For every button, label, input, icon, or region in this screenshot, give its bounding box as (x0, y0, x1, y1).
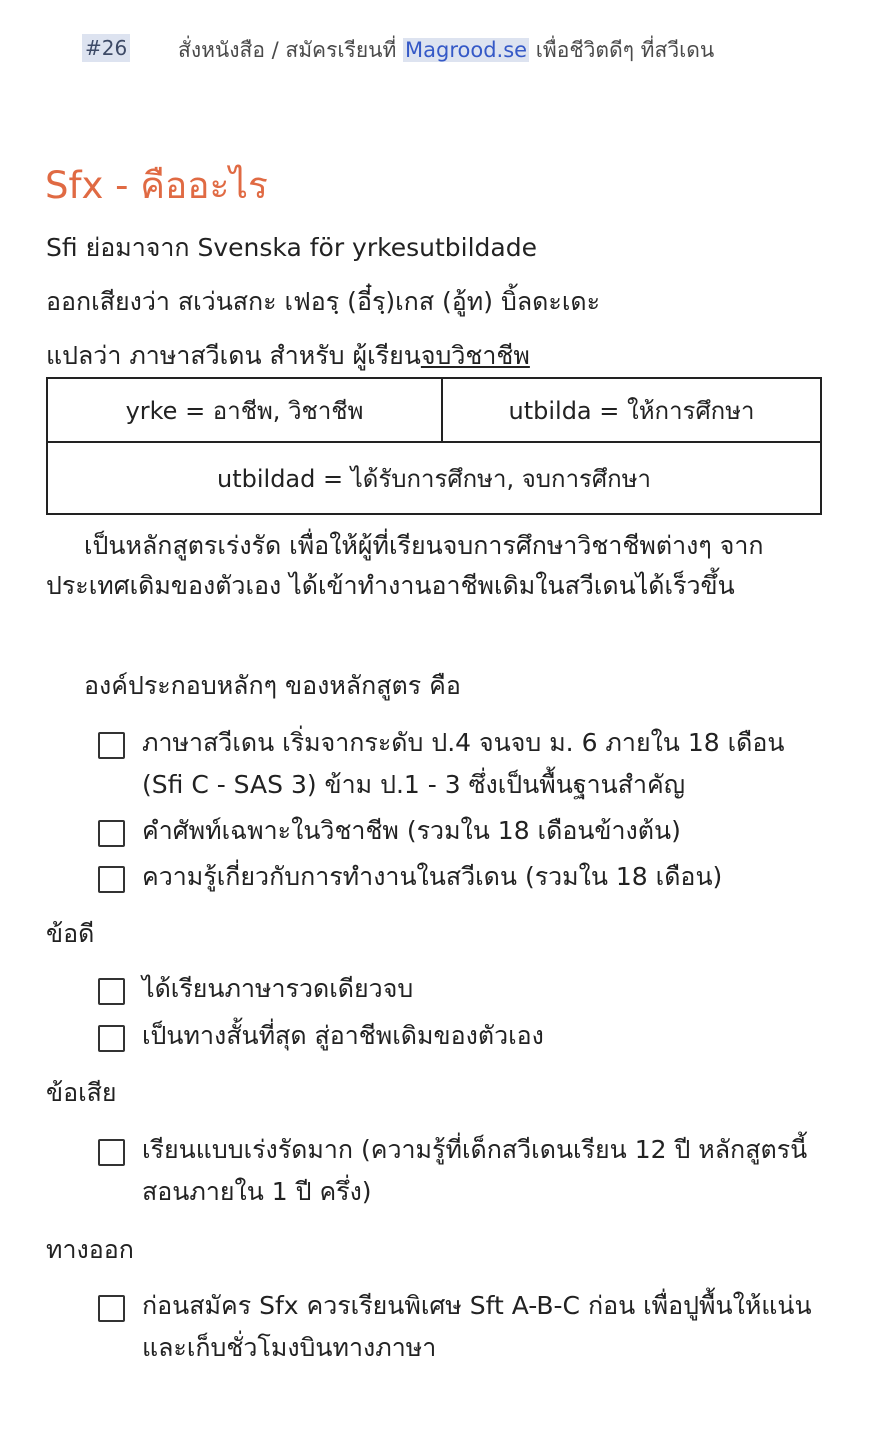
component-item-3-text: ความรู้เกี่ยวกับการทำงานในสวีเดน (รวมใน 18 เดือน) (142, 862, 723, 891)
checkbox[interactable] (98, 978, 125, 1005)
checkbox[interactable] (98, 866, 125, 893)
intro-line-3-underlined: จบวิชาชีพ (420, 341, 530, 370)
component-item-1 (98, 722, 818, 806)
page-number: #26 (82, 34, 130, 62)
intro-line-3-prefix: แปลว่า ภาษาสวีเดน สำหรับ ผู้เรียน (46, 341, 421, 370)
solution-item-1 (98, 1285, 818, 1369)
solution-item-1-text: ก่อนสมัคร Sfx ควรเรียนพิเศษ Sft A-B-C ก่อน เพื่อปูพื้นให้แน่น และเก็บชั่วโมงบินทางภาษา (142, 1291, 812, 1362)
pros-item-2-text: เป็นทางสั้นที่สุด สู่อาชีพเดิมของตัวเอง (142, 1021, 544, 1050)
pros-item-1-text: ได้เรียนภาษารวดเดียวจบ (142, 974, 414, 1003)
component-item-2 (98, 810, 818, 852)
description-paragraph: เป็นหลักสูตรเร่งรัด เพื่อให้ผู้ที่เรียนจบการศึกษาวิชาชีพต่างๆ จากประเทศเดิมของตัวเอง ได้เข้าทำงานอาชีพเดิมในสวีเดนได้เร็วขึ้น (46, 531, 764, 600)
cons-heading: ข้อเสีย (46, 1078, 117, 1107)
vocab-cell-yrke: yrke = อาชีพ, วิชาชีพ (47, 378, 442, 442)
solution-heading: ทางออก (46, 1235, 134, 1264)
checkbox[interactable] (98, 732, 125, 759)
checkbox[interactable] (98, 1295, 125, 1322)
header-text-before: สั่งหนังสือ / สมัครเรียนที่ (178, 38, 404, 62)
components-heading: องค์ประกอบหลักๆ ของหลักสูตร คือ (84, 671, 461, 700)
intro-line-2: ออกเสียงว่า สเว่นสกะ เฟอรฺ (อี๋รฺ)เกส (อู้ท) บิ้ลดะเดะ (46, 287, 601, 316)
cons-item-1-text: เรียนแบบเร่งรัดมาก (ความรู้ที่เด็กสวีเดนเรียน 12 ปี หลักสูตรนี้สอนภายใน 1 ปี ครึ่ง) (142, 1135, 808, 1206)
vocab-cell-utbilda: utbilda = ให้การศึกษา (442, 378, 821, 442)
component-item-1-text: ภาษาสวีเดน เริ่มจากระดับ ป.4 จนจบ ม. 6 ภายใน 18 เดือน (Sfi C - SAS 3) ข้าม ป.1 - 3 ซึ่งเป็นพื้นฐานสำคัญ (142, 728, 785, 799)
cons-item-1 (98, 1129, 818, 1213)
header-text-after: เพื่อชีวิตดีๆ ที่สวีเดน (529, 38, 715, 62)
header-text (178, 34, 714, 67)
pros-heading: ข้อดี (46, 919, 95, 948)
vocab-cell-utbildad: utbildad = ได้รับการศึกษา, จบการศึกษา (47, 442, 821, 514)
pros-item-1 (98, 968, 818, 1010)
intro-line-3 (46, 336, 530, 376)
header-link[interactable]: Magrood.se (405, 38, 528, 62)
checkbox[interactable] (98, 1025, 125, 1052)
intro-line-1: Sfi ย่อมาจาก Svenska för yrkesutbildade (46, 233, 537, 262)
checkbox[interactable] (98, 820, 125, 847)
component-item-2-text: คำศัพท์เฉพาะในวิชาชีพ (รวมใน 18 เดือนข้างต้น) (142, 816, 681, 845)
page-title: Sfx - คืออะไร (45, 164, 268, 207)
vocab-table (46, 377, 822, 515)
pros-item-2 (98, 1015, 818, 1057)
component-item-3 (98, 856, 818, 898)
checkbox[interactable] (98, 1139, 125, 1166)
page-header (82, 30, 862, 66)
